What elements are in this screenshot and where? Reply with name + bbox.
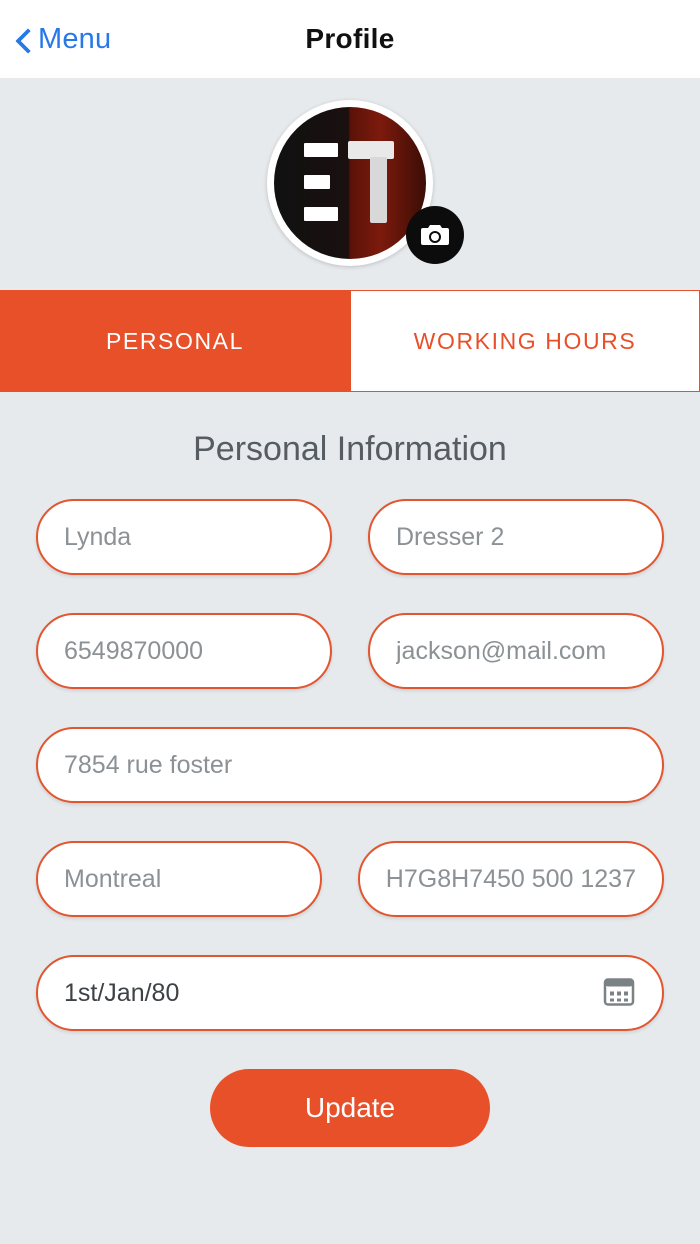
first-name-field[interactable] [36,499,332,575]
back-button-label: Menu [38,22,112,55]
navigation-bar [0,0,700,78]
address-row [36,727,664,803]
tab-personal[interactable]: PERSONAL [0,290,350,392]
first-name-value: Lynda [64,522,132,551]
birthdate-row [36,955,664,1031]
logo-letter-e-icon [304,143,338,221]
chevron-left-icon [14,30,32,48]
personal-information-form [0,392,700,1244]
postal-code-value: H7G8H7450 500 1237 [385,864,636,893]
name-row [36,499,664,575]
city-field[interactable] [36,841,322,917]
birthdate-value: 1st/Jan/80 [64,978,180,1007]
update-button-row [36,1069,664,1147]
postal-code-field[interactable] [358,841,664,917]
logo-letter-c-icon [348,141,394,223]
address-field[interactable] [36,727,664,803]
last-name-field[interactable] [368,499,664,575]
avatar-section [0,78,700,290]
avatar-image [274,107,426,259]
page-title: Profile [305,23,395,54]
back-to-menu-button[interactable] [0,23,111,56]
city-postal-row [36,841,664,917]
email-value: jackson@mail.com [396,636,607,665]
last-name-value: Dresser 2 [396,522,505,551]
city-value: Montreal [64,864,162,893]
camera-icon[interactable] [406,206,464,264]
phone-field[interactable] [36,613,332,689]
tab-working-hours[interactable]: WORKING HOURS [350,290,700,392]
section-title: Personal Information [193,430,507,468]
update-button[interactable]: Update [210,1069,490,1147]
birthdate-field[interactable] [36,955,664,1031]
profile-tabs [0,290,700,392]
address-value: 7854 rue foster [64,750,233,779]
email-field[interactable] [368,613,664,689]
contact-row [36,613,664,689]
calendar-icon[interactable] [602,974,636,1013]
phone-value: 6549870000 [64,636,204,665]
